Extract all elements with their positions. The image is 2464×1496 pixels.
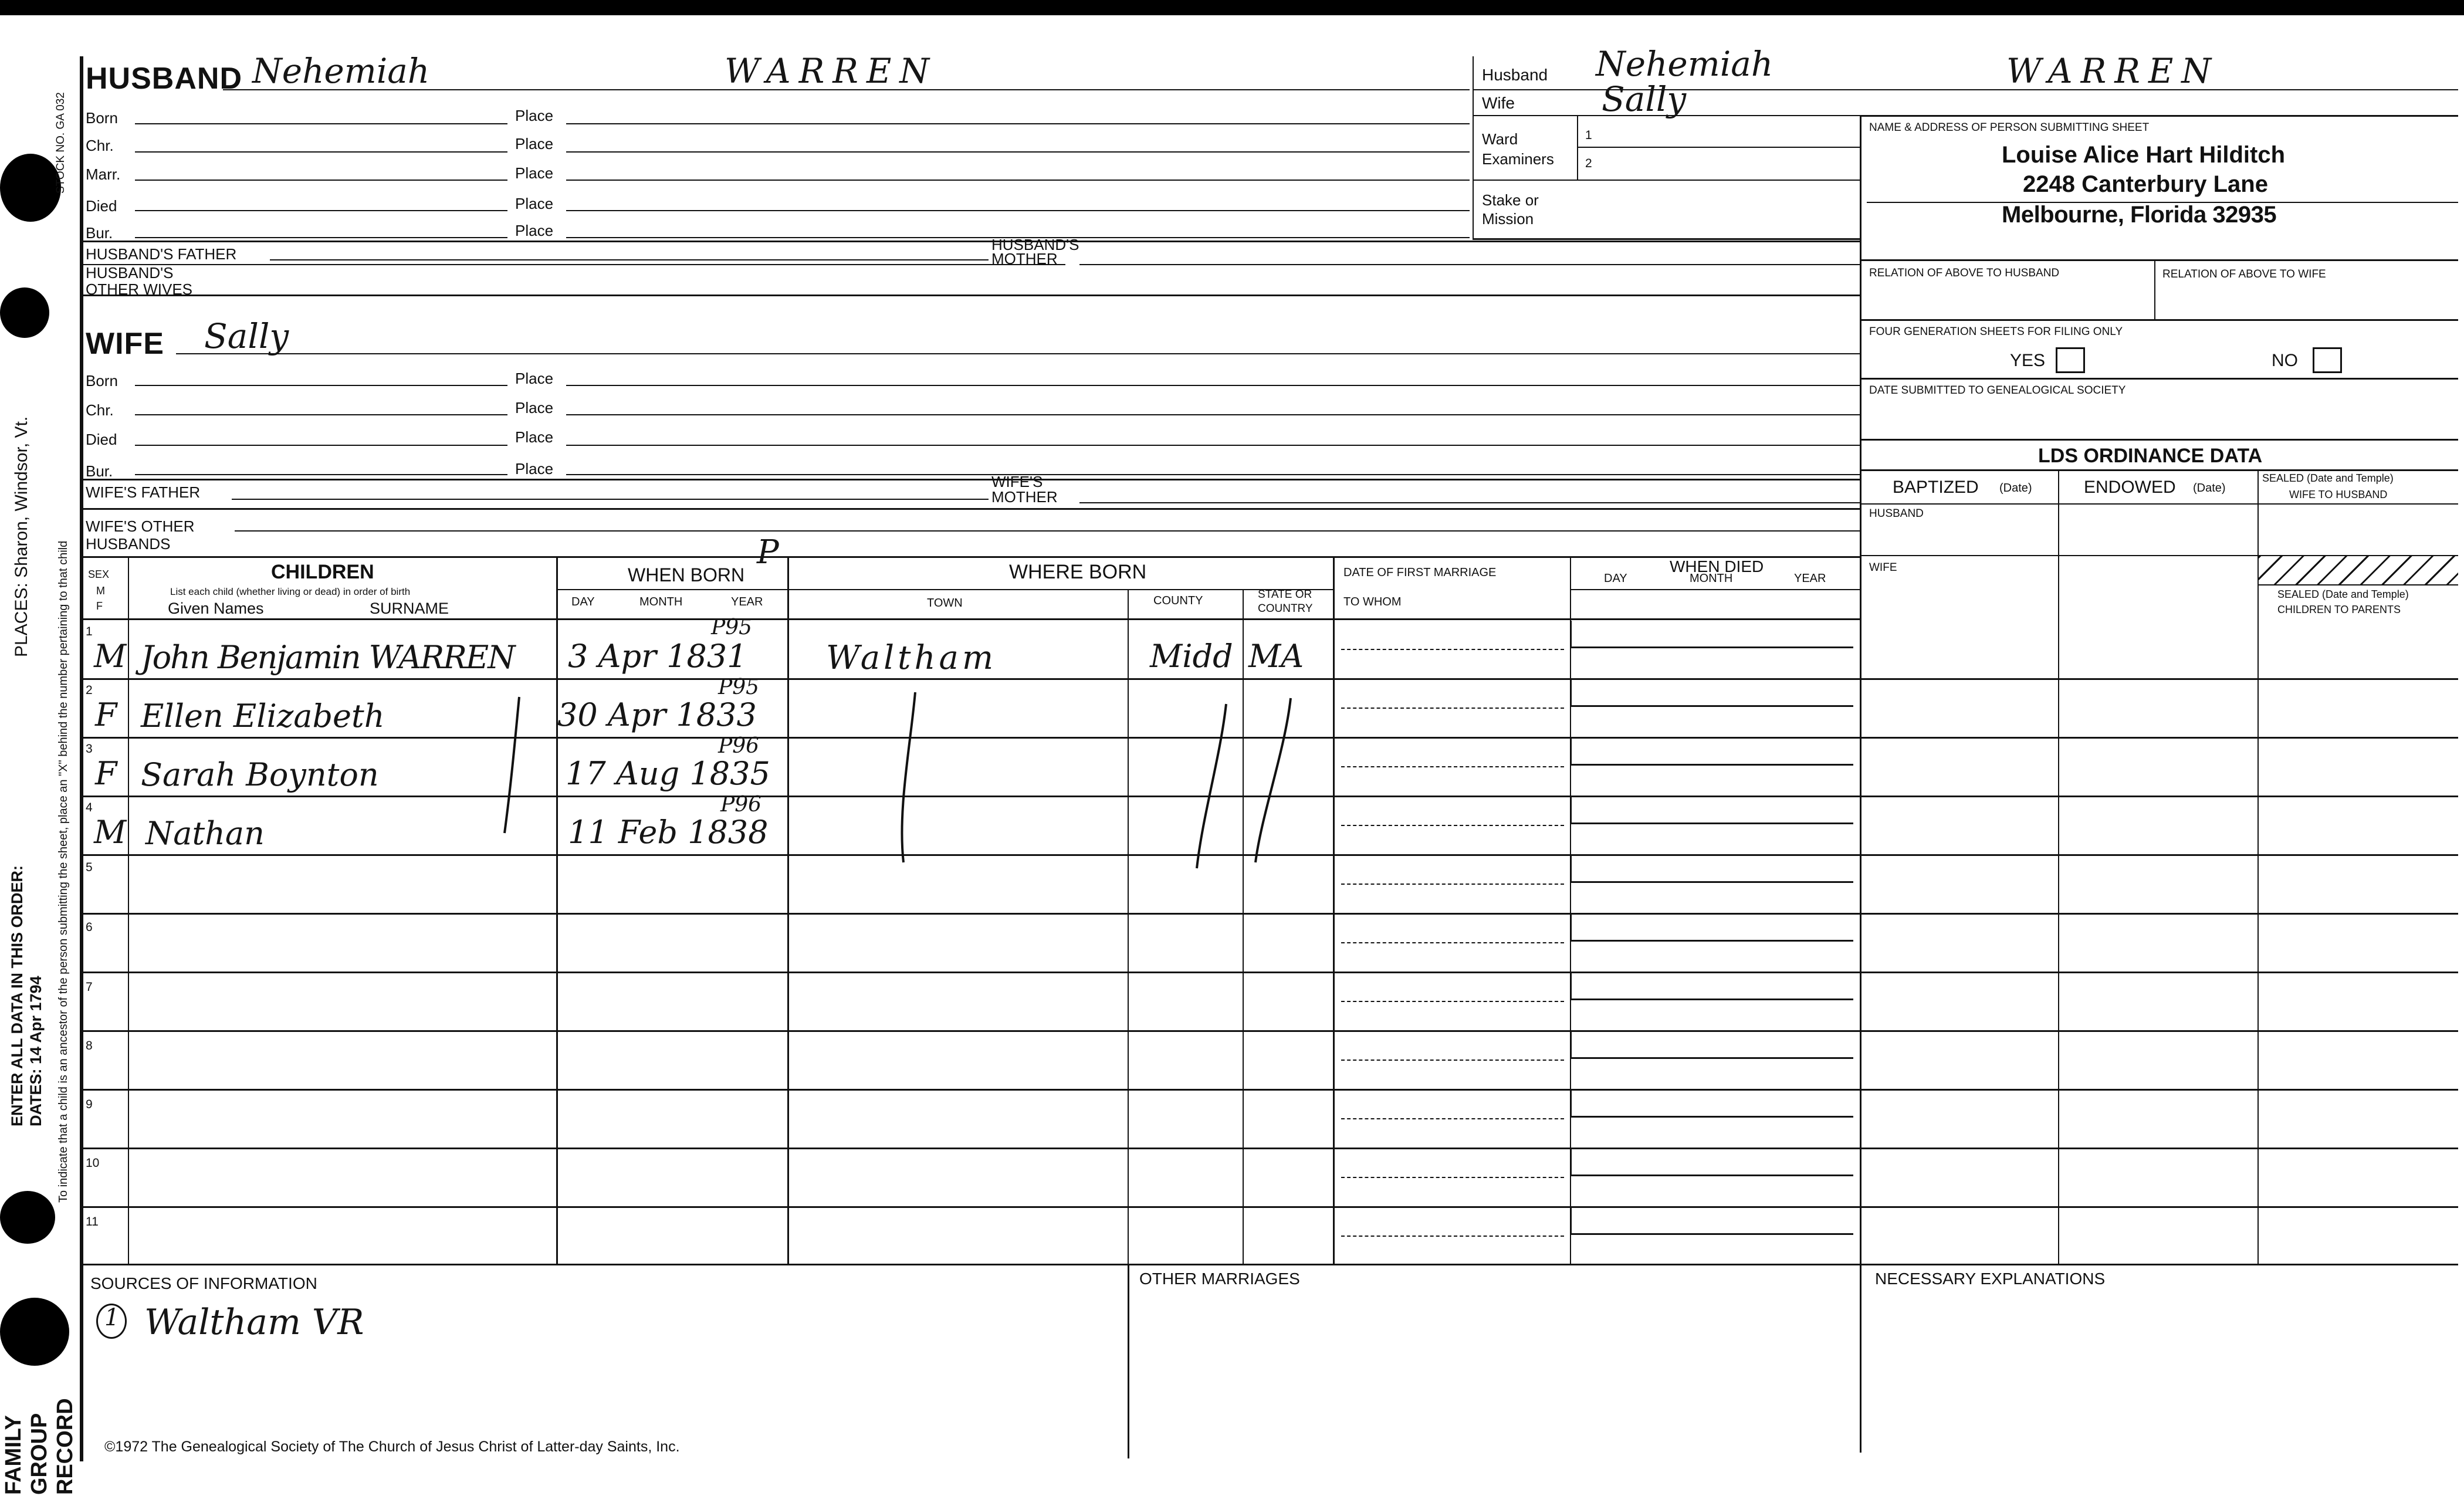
born-day-header: DAY — [571, 595, 595, 608]
wife-mother-label-2: MOTHER — [991, 488, 1058, 506]
husband-other-wives-label: HUSBAND'S — [86, 264, 174, 282]
stake-label: Stake or — [1482, 191, 1539, 209]
to-whom-header: TO WHOM — [1343, 595, 1402, 608]
husband-heading: HUSBAND — [86, 62, 242, 96]
husband-mother-label: HUSBAND'S — [991, 236, 1079, 253]
child-4-name: Nathan — [145, 815, 265, 852]
husband-other-wives-label-2: OTHER WIVES — [86, 280, 193, 298]
child-1-page: P95 — [711, 615, 753, 639]
ward-examiner-2: 2 — [1585, 157, 1592, 170]
county-header: COUNTY — [1153, 594, 1203, 607]
child-4-born: 11 Feb 1838 — [568, 814, 769, 851]
header-wife-label: Wife — [1482, 94, 1515, 112]
other-marriages-label: OTHER MARRIAGES — [1139, 1270, 1300, 1288]
child-3-name: Sarah Boynton — [141, 756, 379, 793]
row-number: 6 — [86, 920, 93, 934]
died-day-header: DAY — [1604, 572, 1627, 585]
no-label: NO — [2272, 351, 2298, 370]
wife-born-label: Born — [86, 372, 118, 390]
husband-surname: WARREN — [725, 51, 938, 91]
places-note: PLACES: Sharon, Windsor, Vt. — [12, 416, 31, 657]
row-number: 10 — [86, 1156, 100, 1170]
child-4-sex: M — [94, 814, 127, 851]
row-number: 9 — [86, 1098, 93, 1111]
sealed-children-label-2: CHILDREN TO PARENTS — [2277, 604, 2401, 615]
record-title-record: RECORD — [53, 1398, 77, 1495]
given-names-header: Given Names — [168, 600, 264, 617]
husband-bur-place-label: Place — [515, 222, 554, 239]
child-1-town: Waltham — [826, 639, 997, 677]
source-entry: Waltham VR — [144, 1302, 364, 1343]
dates-note: DATES: 14 Apr 1794 — [27, 976, 45, 1126]
ward-label: Ward — [1482, 130, 1518, 148]
when-born-mark: P — [757, 533, 779, 571]
child-3-page: P96 — [718, 734, 760, 758]
child-1-sex: M — [94, 638, 127, 675]
wife-chr-place-label: Place — [515, 399, 554, 417]
endowed-date-label: (Date) — [2193, 482, 2226, 495]
wife-bur-label: Bur. — [86, 462, 113, 480]
child-1-county: Midd — [1150, 638, 1233, 675]
header-wife-name: Sally — [1602, 79, 1687, 119]
died-month-header: MONTH — [1690, 572, 1733, 585]
lds-ordinance-title: LDS ORDINANCE DATA — [2038, 445, 2263, 467]
child-2-sex: F — [95, 696, 117, 733]
where-born-header: WHERE BORN — [1009, 561, 1147, 583]
sealed-children-label: SEALED (Date and Temple) — [2277, 588, 2409, 600]
sex-header-m: M — [96, 585, 105, 597]
children-instructions: List each child (whether living or dead) in order of birth — [170, 586, 411, 597]
mission-label: Mission — [1482, 210, 1534, 228]
relation-wife-label: RELATION OF ABOVE TO WIFE — [2162, 268, 2326, 280]
husband-died-place-label: Place — [515, 195, 554, 212]
child-3-born: 17 Aug 1835 — [566, 755, 770, 792]
row-number: 3 — [86, 742, 93, 756]
examiners-label: Examiners — [1482, 150, 1554, 168]
wife-given-name: Sally — [204, 316, 289, 356]
endowed-label: ENDOWED — [2084, 478, 2176, 497]
stock-number: STOCK NO. GA 032 — [55, 92, 67, 194]
wife-mother-label: WIFE'S — [991, 473, 1043, 490]
row-number: 1 — [86, 625, 93, 638]
children-title: CHILDREN — [271, 561, 374, 583]
sex-header: SEX — [88, 568, 110, 580]
wife-died-place-label: Place — [515, 428, 554, 446]
wife-bur-place-label: Place — [515, 460, 554, 478]
child-2-born: 30 Apr 1833 — [557, 696, 757, 733]
husband-chr-place-label: Place — [515, 135, 554, 153]
husband-given-name: Nehemiah — [252, 51, 430, 91]
husband-bur-label: Bur. — [86, 224, 113, 242]
state-header: STATE OR — [1258, 588, 1312, 601]
sealed-wife-label-2: WIFE TO HUSBAND — [2289, 489, 2388, 500]
child-1-name: John Benjamin WARREN — [141, 639, 515, 676]
header-husband-surname: WARREN — [2006, 51, 2220, 91]
first-marriage-header: DATE OF FIRST MARRIAGE — [1343, 566, 1497, 579]
child-1-state: MA — [1248, 638, 1304, 675]
wife-died-label: Died — [86, 431, 117, 448]
sealed-wife-label: SEALED (Date and Temple) — [2262, 472, 2394, 484]
baptized-label: BAPTIZED — [1893, 478, 1979, 497]
header-husband-given: Nehemiah — [1596, 44, 1773, 84]
husband-chr-label: Chr. — [86, 137, 114, 154]
wife-other-husbands-label-2: HUSBANDS — [86, 535, 171, 553]
husband-marr-label: Marr. — [86, 165, 121, 183]
row-number: 2 — [86, 683, 93, 697]
submitter-label: NAME & ADDRESS OF PERSON SUBMITTING SHEET — [1869, 121, 2150, 134]
husband-died-label: Died — [86, 197, 117, 215]
when-born-header: WHEN BORN — [628, 564, 745, 585]
baptized-date-label: (Date) — [1999, 482, 2032, 495]
copyright-notice: ©1972 The Genealogical Society of The Church of Jesus Christ of Latter-day Saints, Inc. — [104, 1439, 680, 1455]
husband-born-place-label: Place — [515, 107, 554, 124]
necessary-explanations-label: NECESSARY EXPLANATIONS — [1875, 1270, 2106, 1288]
surname-header: SURNAME — [370, 600, 449, 617]
born-year-header: YEAR — [731, 595, 763, 608]
husband-father-label: HUSBAND'S FATHER — [86, 245, 237, 263]
child-2-page: P95 — [718, 675, 760, 699]
wife-other-husbands-label: WIFE'S OTHER — [86, 517, 195, 535]
header-husband-label: Husband — [1482, 66, 1548, 84]
husband-mother-label-2: MOTHER — [991, 250, 1058, 268]
four-generation-label: FOUR GENERATION SHEETS FOR FILING ONLY — [1869, 326, 2123, 338]
child-1-born: 3 Apr 1831 — [568, 638, 747, 675]
source-marker: 1 — [104, 1304, 120, 1331]
submitter-city: Melbourne, Florida 32935 — [2002, 202, 2277, 228]
row-number: 8 — [86, 1039, 93, 1052]
ancestor-instruction: To indicate that a child is an ancestor of the person submitting the sheet, place an "X" behind the number pertaining to that child — [57, 540, 70, 1203]
relation-husband-label: RELATION OF ABOVE TO HUSBAND — [1869, 267, 2060, 279]
husband-marr-place-label: Place — [515, 164, 554, 182]
row-number: 4 — [86, 801, 93, 814]
lds-wife-label: WIFE — [1869, 561, 1897, 574]
row-number: 7 — [86, 980, 93, 994]
yes-label: YES — [2010, 351, 2046, 370]
wife-born-place-label: Place — [515, 370, 554, 387]
submitter-street: 2248 Canterbury Lane — [2023, 171, 2268, 197]
town-header: TOWN — [927, 597, 963, 610]
wife-father-label: WIFE'S FATHER — [86, 483, 201, 501]
died-year-header: YEAR — [1794, 572, 1826, 585]
submitter-name: Louise Alice Hart Hilditch — [2002, 142, 2286, 168]
sources-label: SOURCES OF INFORMATION — [90, 1274, 317, 1292]
ward-examiner-1: 1 — [1585, 128, 1592, 142]
when-died-header: WHEN DIED — [1670, 557, 1764, 576]
country-header: COUNTRY — [1258, 603, 1313, 615]
row-number: 11 — [86, 1215, 99, 1228]
child-4-page: P96 — [720, 793, 762, 817]
child-3-sex: F — [95, 755, 117, 792]
lds-husband-label: HUSBAND — [1869, 507, 1924, 520]
born-month-header: MONTH — [639, 595, 683, 608]
child-2-name: Ellen Elizabeth — [141, 698, 385, 735]
wife-chr-label: Chr. — [86, 401, 114, 419]
record-title-group: GROUP — [27, 1413, 52, 1495]
data-order-note: ENTER ALL DATA IN THIS ORDER: — [8, 865, 26, 1126]
husband-born-label: Born — [86, 109, 118, 127]
row-number: 5 — [86, 861, 93, 874]
wife-heading: WIFE — [86, 327, 164, 361]
sex-header-f: F — [96, 600, 103, 612]
record-title-family: FAMILY — [1, 1415, 26, 1495]
date-submitted-label: DATE SUBMITTED TO GENEALOGICAL SOCIETY — [1869, 384, 2126, 397]
